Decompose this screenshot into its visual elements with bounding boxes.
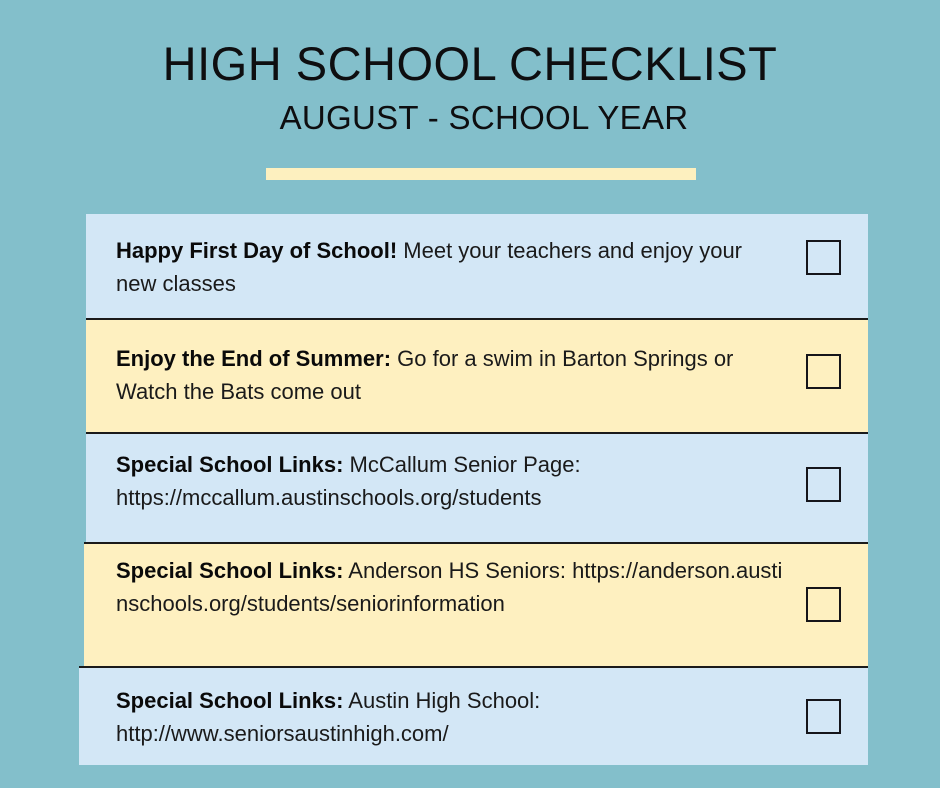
checkbox[interactable] [806, 354, 841, 389]
checklist-item-heading: Enjoy the End of Summer: [116, 346, 392, 371]
checklist-item [86, 318, 868, 432]
checklist-item-heading: Special School Links: [116, 452, 344, 477]
checklist-item-text [116, 342, 786, 408]
checkbox[interactable] [806, 699, 841, 734]
checkbox[interactable] [806, 587, 841, 622]
checklist-item [84, 542, 868, 666]
page-subtitle: AUGUST - SCHOOL YEAR [279, 99, 689, 136]
checklist-item-body: Austin High School: http://www.seniorsaustinhigh.com/ [116, 688, 541, 746]
checkbox[interactable] [806, 467, 841, 502]
checklist-item-text [116, 554, 786, 620]
checklist-item-text [116, 234, 786, 300]
checklist-item-text [116, 684, 786, 750]
checkbox[interactable] [806, 240, 841, 275]
checklist-item-body: Anderson HS Seniors: https://anderson.austinschools.org/students/seniorinformation [116, 558, 783, 616]
checklist-item-heading: Special School Links: [116, 558, 344, 583]
checklist-item [79, 666, 868, 765]
checklist-item-body: McCallum Senior Page: https://mccallum.austinschools.org/students [116, 452, 581, 510]
checklist-item-body: Meet your teachers and enjoy your new classes [116, 238, 743, 296]
checklist-item-text [116, 448, 786, 514]
checklist-item-heading: Happy First Day of School! [116, 238, 398, 263]
checklist-item [86, 432, 868, 542]
checklist-item-heading: Special School Links: [116, 688, 344, 713]
page-title: HIGH SCHOOL CHECKLIST [162, 37, 778, 90]
checklist-item-body: Go for a swim in Barton Springs or Watch the Bats come out [116, 346, 734, 404]
accent-divider-bar [266, 168, 696, 180]
checklist-item [86, 214, 868, 318]
